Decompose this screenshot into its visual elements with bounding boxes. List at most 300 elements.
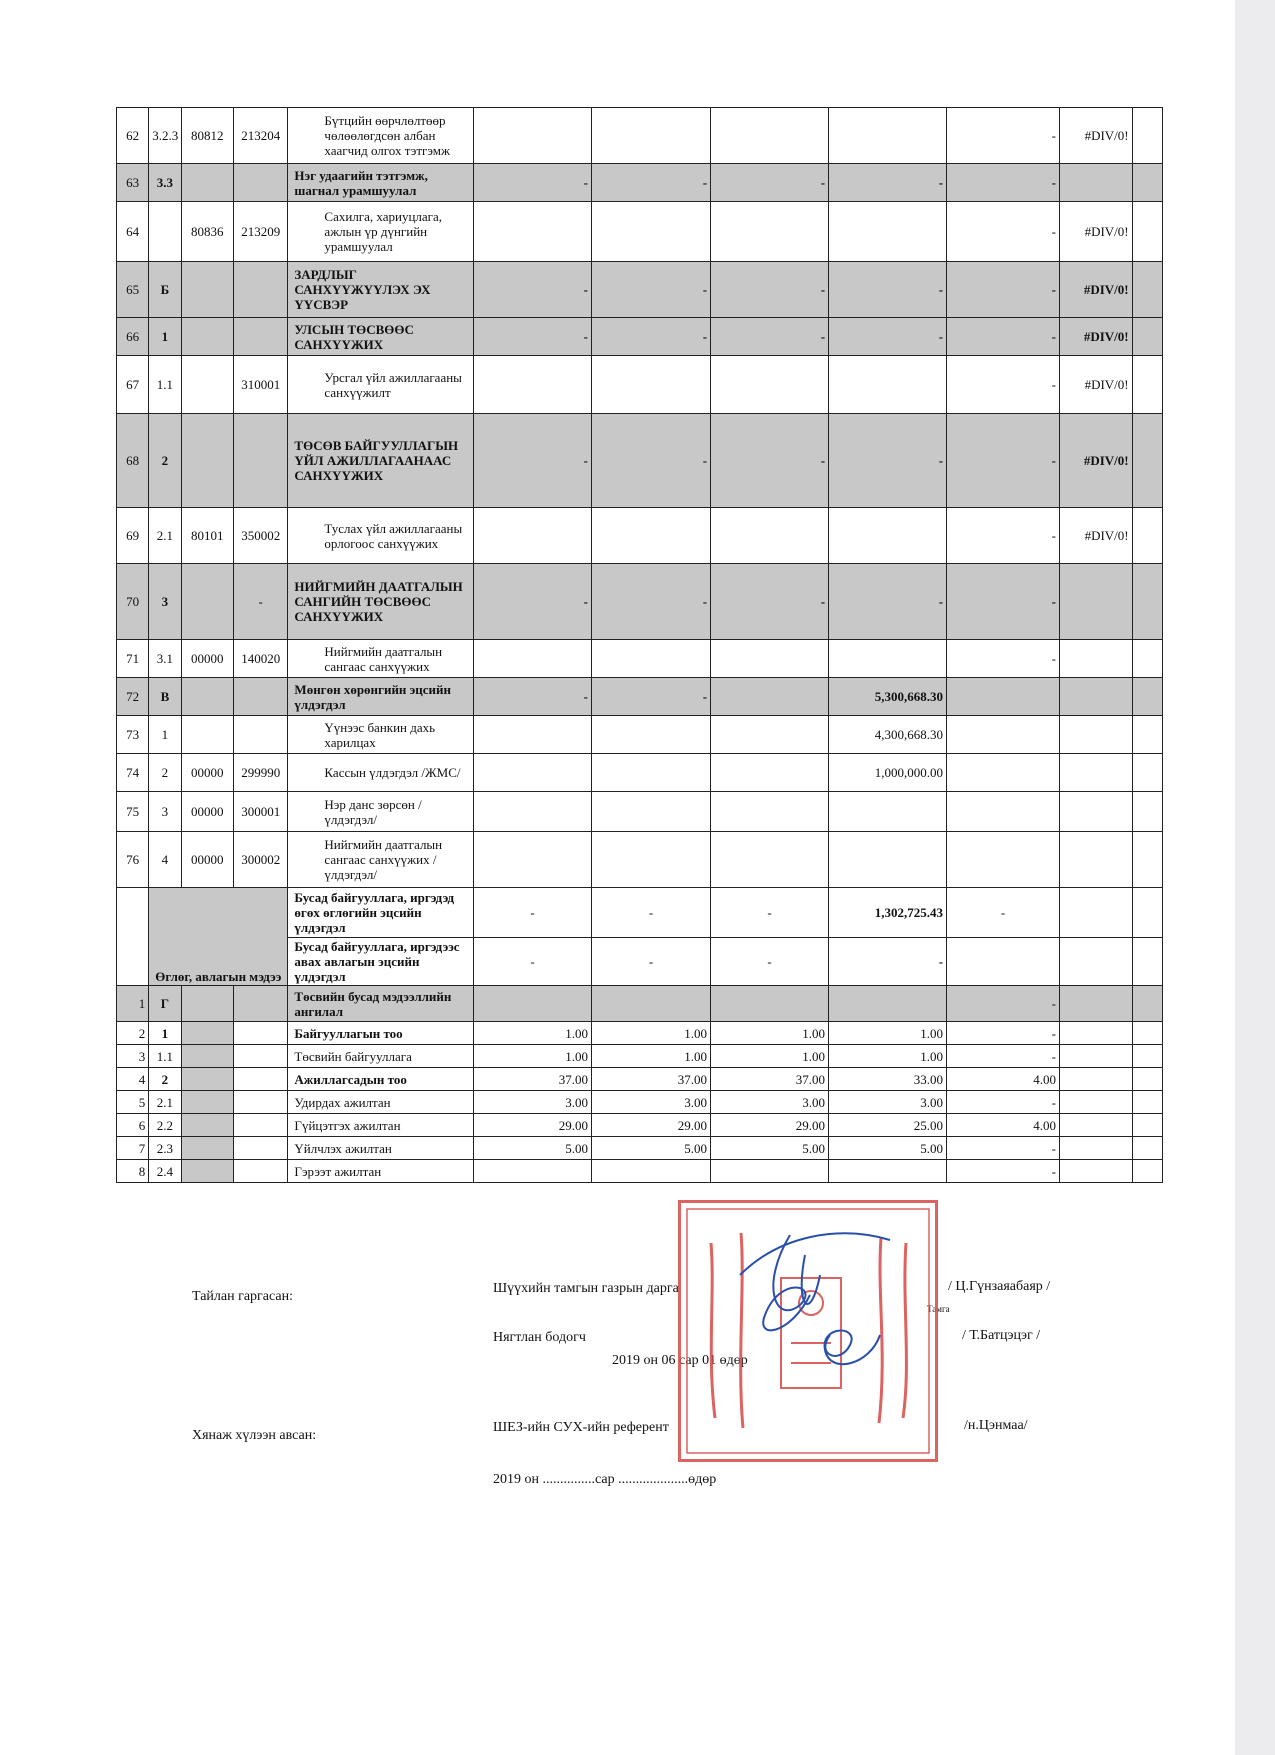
table-cell xyxy=(181,1045,233,1068)
table-row xyxy=(117,792,1163,832)
table-cell xyxy=(1132,1091,1162,1114)
table-cell: Бусад байгууллага, иргэдээс авах авлагын эцсийн үлдэгдэл xyxy=(288,938,474,986)
table-row xyxy=(117,1160,1163,1183)
table-cell: 80812 xyxy=(181,108,233,164)
table-cell xyxy=(181,414,233,508)
table-cell xyxy=(181,1160,233,1183)
table-cell: 3.00 xyxy=(829,1091,947,1114)
table-cell: - xyxy=(233,564,287,640)
table-cell xyxy=(117,888,149,986)
table-cell: 1,000,000.00 xyxy=(829,754,947,792)
table-row xyxy=(117,1045,1163,1068)
table-cell: 00000 xyxy=(181,640,233,678)
table-cell: 1.1 xyxy=(149,1045,181,1068)
table-cell xyxy=(181,1068,233,1091)
table-cell: 1.00 xyxy=(829,1022,947,1045)
table-row xyxy=(117,1091,1163,1114)
table-cell: 1 xyxy=(149,318,181,356)
page-edge xyxy=(1235,0,1275,1755)
table-cell: 3.2.3 xyxy=(149,108,181,164)
table-cell: 37.00 xyxy=(592,1068,711,1091)
table-cell: 29.00 xyxy=(474,1114,592,1137)
table-cell xyxy=(1132,754,1162,792)
table-cell xyxy=(181,678,233,716)
table-row xyxy=(117,678,1163,716)
table-cell: - xyxy=(711,938,829,986)
table-cell: 2.3 xyxy=(149,1137,181,1160)
table-cell: 4 xyxy=(117,1068,149,1091)
table-cell: 5.00 xyxy=(592,1137,711,1160)
table-cell xyxy=(1060,986,1133,1022)
table-cell xyxy=(1132,1137,1162,1160)
table-row xyxy=(117,716,1163,754)
table-cell: Үйлчлэх ажилтан xyxy=(288,1137,474,1160)
table-cell: - xyxy=(947,164,1060,202)
table-cell: УЛСЫН ТӨСВӨӨС САНХҮҮЖИХ xyxy=(288,318,474,356)
table-cell xyxy=(1060,888,1133,938)
table-cell xyxy=(592,1160,711,1183)
table-cell: - xyxy=(592,938,711,986)
table-cell: 3.00 xyxy=(711,1091,829,1114)
table-cell: 3.1 xyxy=(149,640,181,678)
table-cell xyxy=(233,1137,287,1160)
table-row xyxy=(117,202,1163,262)
table-cell: 3.00 xyxy=(474,1091,592,1114)
table-cell: - xyxy=(711,318,829,356)
stamp-word: Тамга xyxy=(927,1304,950,1314)
table-cell: 5,300,668.30 xyxy=(829,678,947,716)
table-cell: Мөнгөн хөрөнгийн эцсийн үлдэгдэл xyxy=(288,678,474,716)
table-cell: Үүнээс банкин дахь харилцах xyxy=(288,716,474,754)
table-cell: 76 xyxy=(117,832,149,888)
table-cell xyxy=(181,356,233,414)
table-cell: #DIV/0! xyxy=(1060,508,1133,564)
table-cell: - xyxy=(947,108,1060,164)
table-row xyxy=(117,1022,1163,1045)
table-cell: - xyxy=(711,888,829,938)
table-cell: 1,302,725.43 xyxy=(829,888,947,938)
table-cell: 63 xyxy=(117,164,149,202)
table-cell: Нийгмийн даатгалын сангаас санхүүжих xyxy=(288,640,474,678)
name-accountant: / Т.Батцэцэг / xyxy=(962,1328,1041,1343)
table-cell: 1.00 xyxy=(592,1022,711,1045)
table-cell: 2.4 xyxy=(149,1160,181,1183)
report-table xyxy=(116,107,1163,1183)
table-cell: - xyxy=(829,262,947,318)
table-cell: 5 xyxy=(117,1091,149,1114)
table-cell: #DIV/0! xyxy=(1060,356,1133,414)
table-cell: - xyxy=(947,414,1060,508)
title-head-of-office: Шүүхийн тамгын газрын дарга xyxy=(493,1281,679,1296)
table-cell xyxy=(1060,792,1133,832)
table-cell xyxy=(1132,356,1162,414)
table-cell: 2.1 xyxy=(149,1091,181,1114)
table-cell xyxy=(829,202,947,262)
table-cell: - xyxy=(947,564,1060,640)
table-cell: 66 xyxy=(117,318,149,356)
table-cell xyxy=(711,202,829,262)
table-cell xyxy=(1132,202,1162,262)
table-cell: - xyxy=(592,564,711,640)
table-cell: - xyxy=(711,164,829,202)
table-cell: - xyxy=(947,1137,1060,1160)
table-cell: 74 xyxy=(117,754,149,792)
table-cell: 33.00 xyxy=(829,1068,947,1091)
table-cell: #DIV/0! xyxy=(1060,414,1133,508)
name-referent: /н.Цэнмаа/ xyxy=(964,1418,1028,1433)
table-cell: Өглөг, авлагын мэдээ xyxy=(149,888,288,986)
table-row xyxy=(117,640,1163,678)
table-cell xyxy=(1132,1022,1162,1045)
table-cell: Нийгмийн даатгалын сангаас санхүүжих /үлдэгдэл/ xyxy=(288,832,474,888)
table-cell xyxy=(592,986,711,1022)
table-cell: Байгууллагын тоо xyxy=(288,1022,474,1045)
table-cell xyxy=(829,986,947,1022)
table-cell xyxy=(1132,414,1162,508)
table-cell: - xyxy=(592,678,711,716)
table-cell xyxy=(829,640,947,678)
table-cell: 62 xyxy=(117,108,149,164)
table-cell: #DIV/0! xyxy=(1060,108,1133,164)
table-cell: 71 xyxy=(117,640,149,678)
table-row xyxy=(117,414,1163,508)
table-row xyxy=(117,508,1163,564)
table-row xyxy=(117,986,1163,1022)
table-cell xyxy=(711,108,829,164)
table-cell xyxy=(1132,938,1162,986)
table-cell: 7 xyxy=(117,1137,149,1160)
table-cell: 2.2 xyxy=(149,1114,181,1137)
table-cell xyxy=(233,318,287,356)
table-cell xyxy=(181,164,233,202)
table-cell xyxy=(1132,716,1162,754)
table-cell: ТӨСӨВ БАЙГУУЛЛАГЫН ҮЙЛ АЖИЛЛАГААНААС САНХҮҮЖИХ xyxy=(288,414,474,508)
table-cell xyxy=(711,792,829,832)
table-cell: - xyxy=(474,414,592,508)
table-cell xyxy=(592,640,711,678)
table-cell: 2.1 xyxy=(149,508,181,564)
table-cell: 5.00 xyxy=(711,1137,829,1160)
table-cell: 29.00 xyxy=(592,1114,711,1137)
table-cell: - xyxy=(711,564,829,640)
table-cell xyxy=(592,754,711,792)
table-cell xyxy=(233,986,287,1022)
table-cell: Б xyxy=(149,262,181,318)
table-cell xyxy=(1132,888,1162,938)
table-cell xyxy=(233,1160,287,1183)
table-cell xyxy=(474,108,592,164)
table-cell xyxy=(947,716,1060,754)
table-cell: Нэг удаагийн тэтгэмж, шагнал урамшуулал xyxy=(288,164,474,202)
table-cell xyxy=(181,1114,233,1137)
table-cell xyxy=(233,678,287,716)
table-cell xyxy=(474,986,592,1022)
table-row xyxy=(117,1137,1163,1160)
table-cell: 1.1 xyxy=(149,356,181,414)
table-cell: 1.00 xyxy=(474,1045,592,1068)
table-cell xyxy=(1132,1160,1162,1183)
table-cell: Гэрээт ажилтан xyxy=(288,1160,474,1183)
table-cell: - xyxy=(474,564,592,640)
table-cell xyxy=(829,108,947,164)
table-cell xyxy=(1132,678,1162,716)
table-cell xyxy=(1132,986,1162,1022)
table-cell: #DIV/0! xyxy=(1060,262,1133,318)
table-cell xyxy=(233,414,287,508)
table-cell xyxy=(1132,262,1162,318)
table-cell: 4.00 xyxy=(947,1114,1060,1137)
table-cell: 140020 xyxy=(233,640,287,678)
table-cell: 213204 xyxy=(233,108,287,164)
table-cell: - xyxy=(947,508,1060,564)
table-cell: 300001 xyxy=(233,792,287,832)
table-cell: 4,300,668.30 xyxy=(829,716,947,754)
table-cell xyxy=(592,716,711,754)
table-cell: 1 xyxy=(149,1022,181,1045)
table-cell: - xyxy=(947,1091,1060,1114)
table-cell: Ажиллагсадын тоо xyxy=(288,1068,474,1091)
table-cell: 25.00 xyxy=(829,1114,947,1137)
table-cell: Удирдах ажилтан xyxy=(288,1091,474,1114)
table-cell: 72 xyxy=(117,678,149,716)
table-cell xyxy=(711,508,829,564)
table-cell: Кассын үлдэгдэл /ЖМС/ xyxy=(288,754,474,792)
date-received: 2019 он ...............сар ....................өдөр xyxy=(493,1472,717,1487)
table-cell xyxy=(1060,1137,1133,1160)
table-cell xyxy=(711,832,829,888)
table-cell: 300002 xyxy=(233,832,287,888)
table-cell xyxy=(711,356,829,414)
table-cell: 65 xyxy=(117,262,149,318)
table-cell: ЗАРДЛЫГ САНХҮҮЖҮҮЛЭХ ЭХ ҮҮСВЭР xyxy=(288,262,474,318)
table-cell: Г xyxy=(149,986,181,1022)
table-cell xyxy=(1132,792,1162,832)
table-row xyxy=(117,564,1163,640)
table-cell xyxy=(149,202,181,262)
table-cell xyxy=(1060,164,1133,202)
table-cell: - xyxy=(947,356,1060,414)
table-cell xyxy=(233,164,287,202)
table-cell: - xyxy=(711,414,829,508)
table-cell: 3.00 xyxy=(592,1091,711,1114)
table-cell: 5.00 xyxy=(474,1137,592,1160)
table-cell: - xyxy=(947,318,1060,356)
table-cell: 3.3 xyxy=(149,164,181,202)
table-cell xyxy=(181,262,233,318)
table-cell xyxy=(233,1022,287,1045)
table-cell xyxy=(711,986,829,1022)
table-cell xyxy=(181,318,233,356)
table-cell: - xyxy=(474,888,592,938)
table-cell xyxy=(1060,678,1133,716)
table-row xyxy=(117,1114,1163,1137)
table-cell: - xyxy=(474,262,592,318)
table-cell: 213209 xyxy=(233,202,287,262)
table-cell xyxy=(233,1114,287,1137)
table-cell xyxy=(829,832,947,888)
table-cell xyxy=(711,640,829,678)
table-cell xyxy=(474,640,592,678)
table-cell: - xyxy=(592,888,711,938)
table-cell: - xyxy=(474,318,592,356)
table-cell xyxy=(947,938,1060,986)
table-cell: 310001 xyxy=(233,356,287,414)
table-cell: - xyxy=(947,888,1060,938)
table-cell: - xyxy=(829,938,947,986)
table-cell: #DIV/0! xyxy=(1060,202,1133,262)
table-cell xyxy=(474,508,592,564)
table-cell xyxy=(1060,1045,1133,1068)
table-cell: 70 xyxy=(117,564,149,640)
table-cell: 1.00 xyxy=(711,1045,829,1068)
table-cell xyxy=(1132,640,1162,678)
table-cell: 80101 xyxy=(181,508,233,564)
table-cell xyxy=(1132,564,1162,640)
table-cell xyxy=(1060,1068,1133,1091)
table-cell xyxy=(1132,1045,1162,1068)
table-row xyxy=(117,318,1163,356)
table-cell xyxy=(1132,832,1162,888)
table-cell: Туслах үйл ажиллагааны орлогоос санхүүжих xyxy=(288,508,474,564)
table-cell: - xyxy=(829,164,947,202)
table-cell xyxy=(181,1091,233,1114)
table-cell xyxy=(711,1160,829,1183)
table-cell: 1 xyxy=(117,986,149,1022)
table-cell xyxy=(1132,108,1162,164)
table-cell: 5.00 xyxy=(829,1137,947,1160)
table-cell: 1.00 xyxy=(474,1022,592,1045)
title-accountant: Нягтлан бодогч xyxy=(493,1330,586,1345)
table-cell: - xyxy=(829,564,947,640)
table-cell xyxy=(474,716,592,754)
table-cell: #DIV/0! xyxy=(1060,318,1133,356)
table-cell: - xyxy=(947,640,1060,678)
table-cell: 67 xyxy=(117,356,149,414)
table-cell: - xyxy=(592,262,711,318)
table-cell: 1.00 xyxy=(592,1045,711,1068)
table-cell: Гүйцэтгэх ажилтан xyxy=(288,1114,474,1137)
table-cell: 2 xyxy=(149,754,181,792)
table-body xyxy=(117,108,1163,1183)
table-cell: Урсгал үйл ажиллагааны санхүүжилт xyxy=(288,356,474,414)
table-cell xyxy=(1060,1160,1133,1183)
table-cell xyxy=(829,1160,947,1183)
prepared-label: Тайлан гаргасан: xyxy=(192,1289,293,1304)
table-cell: - xyxy=(947,986,1060,1022)
table-row xyxy=(117,108,1163,164)
table-row xyxy=(117,356,1163,414)
name-head-of-office: / Ц.Гүнзаяабаяр / xyxy=(948,1279,1051,1294)
table-cell: Бүтцийн өөрчлөлтөөр чөлөөлөгдсөн албан хаагчид олгох тэтгэмж xyxy=(288,108,474,164)
table-cell xyxy=(947,754,1060,792)
table-cell: - xyxy=(592,414,711,508)
table-cell xyxy=(592,508,711,564)
table-cell: - xyxy=(829,318,947,356)
table-cell: - xyxy=(947,202,1060,262)
table-cell xyxy=(474,754,592,792)
table-cell xyxy=(592,832,711,888)
table-cell: 73 xyxy=(117,716,149,754)
table-cell: 2 xyxy=(117,1022,149,1045)
table-cell xyxy=(181,1022,233,1045)
table-cell: 3 xyxy=(149,564,181,640)
table-cell xyxy=(233,1068,287,1091)
table-cell: - xyxy=(829,414,947,508)
table-cell: 3 xyxy=(149,792,181,832)
table-cell xyxy=(829,508,947,564)
table-cell xyxy=(1060,640,1133,678)
table-row xyxy=(117,1068,1163,1091)
table-cell: 68 xyxy=(117,414,149,508)
table-cell xyxy=(474,356,592,414)
table-cell xyxy=(1132,318,1162,356)
table-row xyxy=(117,262,1163,318)
table-cell: 00000 xyxy=(181,754,233,792)
table-cell: - xyxy=(474,938,592,986)
handwritten-signatures xyxy=(720,1215,910,1385)
table-cell: 8 xyxy=(117,1160,149,1183)
table-cell xyxy=(592,108,711,164)
table-cell: 64 xyxy=(117,202,149,262)
table-cell xyxy=(947,678,1060,716)
table-cell: 299990 xyxy=(233,754,287,792)
table-cell xyxy=(474,202,592,262)
table-cell xyxy=(181,716,233,754)
table-cell: 1.00 xyxy=(829,1045,947,1068)
table-cell: 69 xyxy=(117,508,149,564)
table-cell xyxy=(1060,1022,1133,1045)
table-cell xyxy=(592,202,711,262)
table-cell: 3 xyxy=(117,1045,149,1068)
table-cell xyxy=(233,1045,287,1068)
table-cell xyxy=(1060,1114,1133,1137)
table-cell xyxy=(233,716,287,754)
table-cell: 4.00 xyxy=(947,1068,1060,1091)
table-cell: - xyxy=(947,262,1060,318)
table-cell: - xyxy=(947,1022,1060,1045)
table-cell: 37.00 xyxy=(711,1068,829,1091)
table-cell xyxy=(711,754,829,792)
table-cell xyxy=(181,986,233,1022)
table-cell: 29.00 xyxy=(711,1114,829,1137)
table-cell: НИЙГМИЙН ДААТГАЛЫН САНГИЙН ТӨСВӨӨС САНХҮҮЖИХ xyxy=(288,564,474,640)
table-cell: Нэр данс зөрсөн /үлдэгдэл/ xyxy=(288,792,474,832)
table-cell: Бусад байгууллага, иргэдэд өгөх өглөгийн эцсийн үлдэгдэл xyxy=(288,888,474,938)
table-cell: 80836 xyxy=(181,202,233,262)
table-cell: В xyxy=(149,678,181,716)
table-cell: - xyxy=(474,164,592,202)
table-cell xyxy=(711,716,829,754)
table-cell: 1 xyxy=(149,716,181,754)
table-cell: - xyxy=(947,1045,1060,1068)
table-cell: 6 xyxy=(117,1114,149,1137)
table-row xyxy=(117,832,1163,888)
date-signed: 2019 он 06 сар 01 өдөр xyxy=(612,1353,748,1368)
table-cell xyxy=(1060,1091,1133,1114)
table-cell xyxy=(474,832,592,888)
table-cell xyxy=(711,678,829,716)
table-cell: 37.00 xyxy=(474,1068,592,1091)
table-cell xyxy=(181,1137,233,1160)
table-cell: - xyxy=(947,1160,1060,1183)
table-cell xyxy=(947,792,1060,832)
table-cell xyxy=(1060,938,1133,986)
table-cell: 75 xyxy=(117,792,149,832)
table-cell xyxy=(233,262,287,318)
table-cell: - xyxy=(474,678,592,716)
table-cell xyxy=(1060,716,1133,754)
table-cell xyxy=(1060,832,1133,888)
